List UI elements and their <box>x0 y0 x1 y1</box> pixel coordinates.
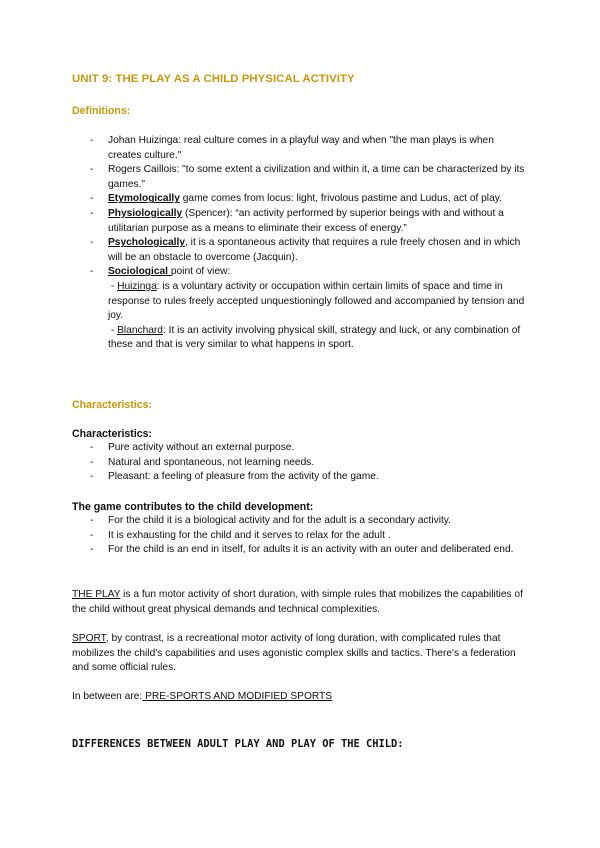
development-heading: The game contributes to the child development: <box>72 501 314 513</box>
list-item <box>72 207 528 236</box>
dash-bullet: - <box>90 515 94 526</box>
list-item: - Pleasant: a feeling of pleasure from the activity of the game. <box>72 470 528 485</box>
dash-bullet: - <box>90 237 94 249</box>
list-item: - For the child is an end in itself, for adults it is an activity with an outer and deliberated end. <box>72 543 528 558</box>
definitions-heading: Definitions: <box>72 105 131 117</box>
play-term: THE PLAY <box>72 589 121 600</box>
dash-bullet: - <box>90 193 94 205</box>
definition-lead: Etymologically <box>108 193 180 205</box>
between-paragraph: In between are: PRE-SPORTS AND MODIFIED SPORTS <box>72 691 333 702</box>
list-item: - Natural and spontaneous, not learning needs. <box>72 456 528 471</box>
list-item: - Pure activity without an external purpose. <box>72 441 528 456</box>
list-item <box>72 192 528 207</box>
dash-bullet: - <box>90 164 94 176</box>
dash-bullet: - <box>90 456 94 468</box>
unit-title: UNIT 9: THE PLAY AS A CHILD PHYSICAL ACTIVITY <box>72 73 355 85</box>
definitions-list <box>72 134 528 353</box>
definition-text: Johan Huizinga: real culture comes in a playful way and when "the man plays is when creates culture." <box>108 135 494 161</box>
dash-bullet: - <box>90 135 94 146</box>
definition-text: game comes from locus: light, frivolous pastime and Ludus, act of play. <box>179 193 502 205</box>
definition-lead: Physiologically <box>108 207 183 219</box>
characteristics-heading: Characteristics: <box>72 399 153 411</box>
list-item: - For the child it is a biological activity and for the adult is a secondary activity. <box>72 514 528 529</box>
dash-bullet: - <box>90 207 94 219</box>
sociological-sub-blanchard: - Blanchard: It is an activity involving physical skill, strategy and luck, or any combination of these and that is very similar to what happens in sport. <box>108 324 521 351</box>
definition-text: , it is a spontaneous activity that requires a rule freely chosen and in which will be an obstacle to overcome (Jacquin). <box>108 237 521 263</box>
characteristics-subheading: Characteristics: <box>72 428 153 440</box>
development-list <box>72 514 528 558</box>
dash-bullet: - <box>90 544 94 556</box>
definition-lead: Sociological <box>108 266 171 278</box>
definition-text: Rogers Caillois: "to some extent a civilization and within it, a time can be characterized by its games." <box>108 164 525 190</box>
sociological-sub-huizinga: - Huizinga: is a voluntary activity or occupation within certain limits of space and time in response to rules freely accepted unquestioningly followed and accompanied by tension and joy. <box>108 280 525 322</box>
definition-text: point of view: <box>170 266 231 278</box>
list-item <box>72 236 528 265</box>
definition-text: (Spencer): “an activity performed by superior beings with and without a utilitarian purpose as a means to eliminate their excess of energy.” <box>108 207 504 234</box>
list-item <box>72 265 528 353</box>
sport-paragraph: SPORT, by contrast, is a recreational motor activity of long duration, with complicated rules that mobilizes the child's capabilities and uses agonistic complex skills and tactics. There's a federation and some official rules. <box>72 633 516 674</box>
dash-bullet: - <box>90 471 94 483</box>
differences-heading: DIFFERENCES BETWEEN ADULT PLAY AND PLAY OF THE CHILD: <box>72 738 404 750</box>
dash-bullet: - <box>90 442 94 453</box>
play-paragraph: THE PLAY is a fun motor activity of short duration, with simple rules that mobilizes the capabilities of the child without great physical demands and technical complexities. <box>72 589 523 615</box>
list-item <box>72 134 528 163</box>
list-item <box>72 163 528 192</box>
list-item: - It is exhausting for the child and it serves to relax for the adult . <box>72 529 528 544</box>
sport-term: SPORT <box>72 633 106 644</box>
dash-bullet: - <box>90 529 94 541</box>
pre-sports-term: PRE-SPORTS AND MODIFIED SPORTS <box>142 691 333 702</box>
dash-bullet: - <box>90 266 94 278</box>
characteristics-list <box>72 441 528 485</box>
definition-lead: Psychologically <box>108 237 186 249</box>
